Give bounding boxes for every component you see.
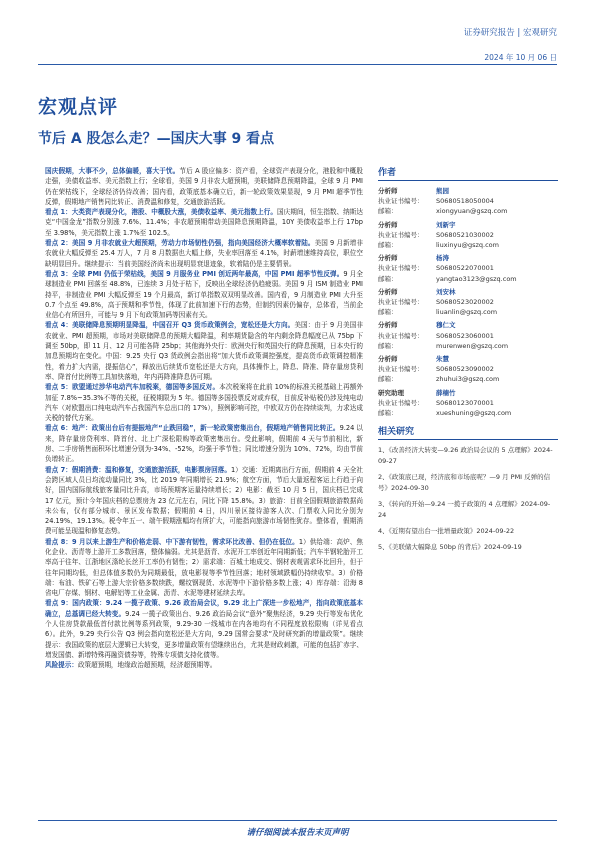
- related-item[interactable]: 2、《政策底已现，经济底和市场底呢？—9 月 PMI 反弹的信号》2024-09-30: [378, 473, 551, 493]
- author-cert: S0680523020002: [436, 298, 494, 307]
- paragraph-text: 美国 9 月新增非农就业大幅反弹至 25.4 万人，7 月 8 月数据也大幅上修，失业率回落至 4.1%，时薪增速维持高位，职位空缺明显回升。继续提示：当前美国经济尚未出现明显衰退迹象，软着陆仍是主要情景。: [45, 239, 364, 268]
- author-role: 分析师: [378, 355, 398, 364]
- author-cert: S0680123070001: [436, 398, 494, 407]
- header-rule: [38, 64, 557, 65]
- paragraph-lead: 看点 9：国内政策：9.24 一揽子政策、9.26 政治局会议，9.29 北上广深进一步松地产，指向政策底基本确立，总基调已经大转变。: [45, 599, 363, 618]
- related-item[interactable]: 1、《改善经济大转变—9.26 政治局会议的 5 点理解》2024-09-27: [378, 446, 553, 466]
- body-paragraph: [45, 238, 363, 269]
- authors-heading: 作者: [378, 165, 558, 181]
- body-paragraph: [45, 207, 363, 238]
- email-label: 邮箱：: [378, 308, 398, 317]
- author-name: 刘安林: [436, 287, 456, 296]
- paragraph-lead: 看点 4：美联储降息预期明显降温，中国召开 Q3 货币政策例会，宽松还是大方向。: [45, 321, 295, 330]
- footer-rule: [38, 820, 557, 821]
- report-date: 2024 年 10 月 06 日: [484, 53, 557, 62]
- paragraph-text: 9 月全球制造业 PMI 回落至 48.8%，已连续 3 月处于枯下，反映出全球经济仍趋疲弱。美国 9 月 ISM 制造业 PMI 持平，非制造业 PMI 大幅反弹至 19 个月最高，新订单指数双双明显改善。国内看，9 月制造业 PMI 大升至 0.7 个点至 49.8%，高于预期和季节性，体现了此前加速下行的态势，但制约因素仍偏存，总体看，当前企业信心有所回升，可能与 9 月下旬政策加码等因素有关。: [45, 269, 363, 320]
- body-paragraph: [45, 465, 363, 537]
- author-role: 分析师: [378, 187, 398, 195]
- email-label: 邮箱：: [378, 207, 398, 216]
- body-paragraph: [45, 320, 363, 382]
- footer-note: 请仔细阅读本报告末页声明: [246, 828, 349, 838]
- cert-label: 执业证书编号：: [378, 197, 424, 206]
- paragraph-text: 9.24 一揽子政策出台、9.26 政治局会议“意外”聚焦经济，9.29 央行等发布优化个人住房贷款最低首付款比例等系列政策，9.29-30 一线城市在内各地均有不同程度放松限购（详见看点 6）。此外，9.29 央行公告 Q3 例会指向宽松还是大方向，9.29 国常会要求“及时研究新的增量政策”。继续提示：我国政策的底层大逻辑已大转变，更多增量政策有望继续出台，尤其是财政刺激，可能的包括扩赤字、增发国债、新增特殊再融资债券等，特殊专项债支持化债等。: [45, 609, 363, 659]
- paragraph-text: 1）供给端：高炉、焦化企业、沥青等上游开工多数回落，整体偏弱。尤其是沥青、水泥开工率创近年同期新低；汽车半钢轮胎开工率高于往年、江浙地区涤纶长丝开工率仍有韧性；2）需求端：百城土地成交、钢材表观需求环比回升，但于往年同期均低，但总体值多数仍为同期最低，放电影视等季节性回落；地材领域跌幅仍持续收窄。3）价格端：布油、铁矿石等上游大宗价格多数续跌，螺纹钢现货、水泥等中下游价格多数上涨；4）库存端：沿海 8 省电厂存煤、钢材、电解铝等工业金属、沥青、水泥等建材延续去库。: [45, 537, 364, 598]
- paragraph-text: 9.24 以来，降存量房贷利率、降首付、北上广深松限购等政策密集出台。受此影响，假期前 4 天与节前相比，新房、二手房销售面积环比增速分别为-34%、-52%，均强于季节性；同比增速分别为 10%、72%，均由节前负增转正。: [45, 424, 363, 464]
- author-name: 朱慧: [436, 355, 449, 364]
- related-item[interactable]: 5、《美联储大幅降息 50bp 的背后》2024-09-19: [378, 543, 522, 552]
- body-paragraph: [45, 598, 363, 660]
- author-email[interactable]: yangtao3123@gszq.com: [436, 274, 517, 283]
- author-name: 熊园: [436, 187, 449, 195]
- related-item[interactable]: 3、《转向的开始—9.24 一揽子政策的 4 点理解》2024-09-24: [378, 500, 551, 520]
- body-text: [45, 166, 363, 671]
- body-paragraph: [45, 537, 363, 599]
- author-role: 分析师: [378, 287, 398, 296]
- paragraph-lead: 看点 7：假期消费：温和修复，交通旅游活跃，电影票房回落。: [45, 465, 231, 474]
- author-card: [378, 287, 558, 318]
- paragraph-lead: 看点 5：欧盟通过涉华电动汽车加税案，德国等多国反对。: [45, 383, 220, 392]
- author-email[interactable]: zhuhui3@gszq.com: [436, 375, 500, 384]
- email-label: 邮箱：: [378, 409, 398, 418]
- author-list: [378, 186, 558, 418]
- author-card: [378, 220, 558, 251]
- author-cert: S0680523060001: [436, 331, 494, 340]
- paragraph-lead: 看点 1：大类资产表现分化，港股、中概股大涨，美债收益率、美元指数上行。: [45, 208, 277, 217]
- author-card: [378, 186, 558, 217]
- cert-label: 执业证书编号：: [378, 365, 424, 374]
- cert-label: 执业证书编号：: [378, 398, 424, 407]
- cert-label: 执业证书编号：: [378, 230, 424, 239]
- paragraph-lead: 看点 8：9 月以来上游生产和价格走弱、中下游有韧性，需求环比改善、但仍在低位。: [45, 537, 299, 546]
- author-name: 薛楠竹: [436, 388, 456, 397]
- paragraph-lead: 风险提示：: [45, 661, 78, 670]
- report-type: 证券研究报告 | 宏观研究: [463, 28, 557, 38]
- paragraph-lead: 看点 2：美国 9 月非农就业大超预期，劳动力市场韧性仍强，指向美国经济大概率软着陆。: [45, 239, 315, 248]
- paragraph-text: 1）交通：近期离出行方面，假期前 4 天全社会跨区域人员日均流动量同比 3%，比 2019 年同期增长 21.9%；航空方面，节后大量返程客运上行趋于向好，国内国际航线旅客量同比升高，市场预期客运量持续增长；2）电影：截至 10 月 5 日，国庆档已完成 17 亿元，预计今年国庆档的总票房为 23 亿元左右，同比下降 15.8%。3）旅游：目前全国假期旅游数据尚未公布，仅有部分城市、景区发布数据；假期前 4 日，四川景区接待游客人次、门票收入同比分别为 24.19%、19.13%。税令年五一、端午假期涨幅均有所扩大，可能指向旅游市场韧性犹存。整体看，假期消费可能呈现温和修复态势。: [45, 465, 363, 536]
- cert-label: 执业证书编号：: [378, 298, 424, 307]
- email-label: 邮箱：: [378, 375, 398, 384]
- author-name: 杨涛: [436, 254, 449, 263]
- author-cert: S0680521030002: [436, 230, 494, 239]
- body-paragraph: [45, 423, 363, 464]
- related-item[interactable]: 4、《近期有望出台一批增量政策》2024-09-22: [378, 527, 515, 536]
- body-paragraph: [45, 382, 363, 423]
- author-cert: S0680523090002: [436, 365, 494, 374]
- author-name: 刘新宇: [436, 220, 456, 229]
- paragraph-text: 国庆期间，恒生指数、纳斯达克“中国金龙”指数分别涨 7.6%、11.4%；非农超预期带动美国降息预期降温，10Y 美债收益率上行 17bp 至 3.98%，美元指数上涨 1.7%至 102.5。: [45, 208, 364, 237]
- author-role: 分析师: [378, 220, 398, 229]
- paragraph-lead: 看点 6：地产：政策出台后有提振地产“止跌回稳”，新一轮政策密集出台，假期地产销售同比转正。: [45, 424, 340, 433]
- author-email[interactable]: liuanlin@gszq.com: [436, 308, 498, 317]
- author-email[interactable]: liuxinyu@gszq.com: [436, 241, 499, 250]
- body-paragraph: [45, 269, 363, 320]
- cert-label: 执业证书编号：: [378, 264, 424, 273]
- author-cert: S0680518050004: [436, 197, 494, 206]
- author-card: [378, 388, 558, 419]
- body-paragraph: [45, 660, 363, 670]
- author-name: 穆仁文: [436, 321, 456, 330]
- paragraph-lead: 看点 3：全球 PMI 仍低于荣枯线，美国 9 月服务业 PMI 创近两年最高，中国 PMI 超季节性反弹。: [45, 269, 344, 278]
- sidebar: [378, 165, 558, 558]
- author-card: [378, 253, 558, 284]
- author-cert: S0680522070001: [436, 264, 494, 273]
- author-role: 研究助理: [378, 388, 404, 397]
- paragraph-text: 政策超预期，地缘政治超预期，经济超预期等。: [77, 661, 217, 670]
- author-email[interactable]: xueshuning@gszq.com: [436, 409, 512, 418]
- related-list: [378, 445, 558, 553]
- author-role: 分析师: [378, 321, 398, 330]
- author-email[interactable]: xiongyuan@gszq.com: [436, 207, 508, 216]
- related-heading: 相关研究: [378, 424, 558, 440]
- paragraph-lead: 国庆假期，大事不少，总体偏暖，喜大于忧。: [45, 167, 180, 175]
- paragraph-text: 本次税案将在此前 10%的标准关税基础上再额外加征 7.8%~35.3%不等的关税，征税期限为 5 年。德国等多国投票反对或弃权，目前反补贴税仍涉及纯电动汽车（对欧盟出口纯电动汽车占我国汽车总出口的 17%），照例影响可控，中欧双方仍在持续谈判，力求达成关税的替代方案。: [45, 383, 363, 423]
- page-title: 宏观点评: [38, 96, 119, 118]
- author-role: 分析师: [378, 254, 398, 263]
- email-label: 邮箱：: [378, 274, 398, 283]
- body-paragraph: [45, 166, 363, 207]
- page-subtitle: 节后 A 股怎么走？—国庆大事 9 看点: [38, 131, 275, 147]
- email-label: 邮箱：: [378, 341, 398, 350]
- author-email[interactable]: murenwen@gszq.com: [436, 341, 509, 350]
- email-label: 邮箱：: [378, 241, 398, 250]
- author-card: [378, 354, 558, 385]
- author-card: [378, 320, 558, 351]
- paragraph-text: 节后 A 股应偏多：资产看，全球资产表现分化，港股和中概股走强，美债收益率、美元指数上行；全球看，美国 9 月非农大超预期，美联储降息预期降温，全球 9 月 PMI 仍在荣枯线下，全球经济仍待改善；国内看，政策底基本确立后，新一轮政策效果显现，9 月 PMI 超季节性反弹，假期地产销售同比转正、消费温和修复，交通旅游活跃。: [45, 167, 363, 206]
- cert-label: 执业证书编号：: [378, 331, 424, 340]
- paragraph-text: 美国：由于 9 月美国非农就业、PMI 超预期，市场对美联储降息的预期大幅降温，利率期货隐含的年内剩余降息幅度已从 75bp 下调至 50bp，即 11 月、12 月可能各降 25bp；其他海外央行：欧洲央行和英国央行的降息预期，日本央行的加息预期均在变化。中国：9.25 央行 Q3 货政例会指出将“加大货币政策调控强度，提高货币政策调控精准性，着力扩大内需，提振信心”，释放出后续货币宽松还是大方向，具体操作上，降息、降准、降存量房贷利率、降首付比例等工具加快落地，年内再降准降息仍可期。: [45, 321, 363, 381]
